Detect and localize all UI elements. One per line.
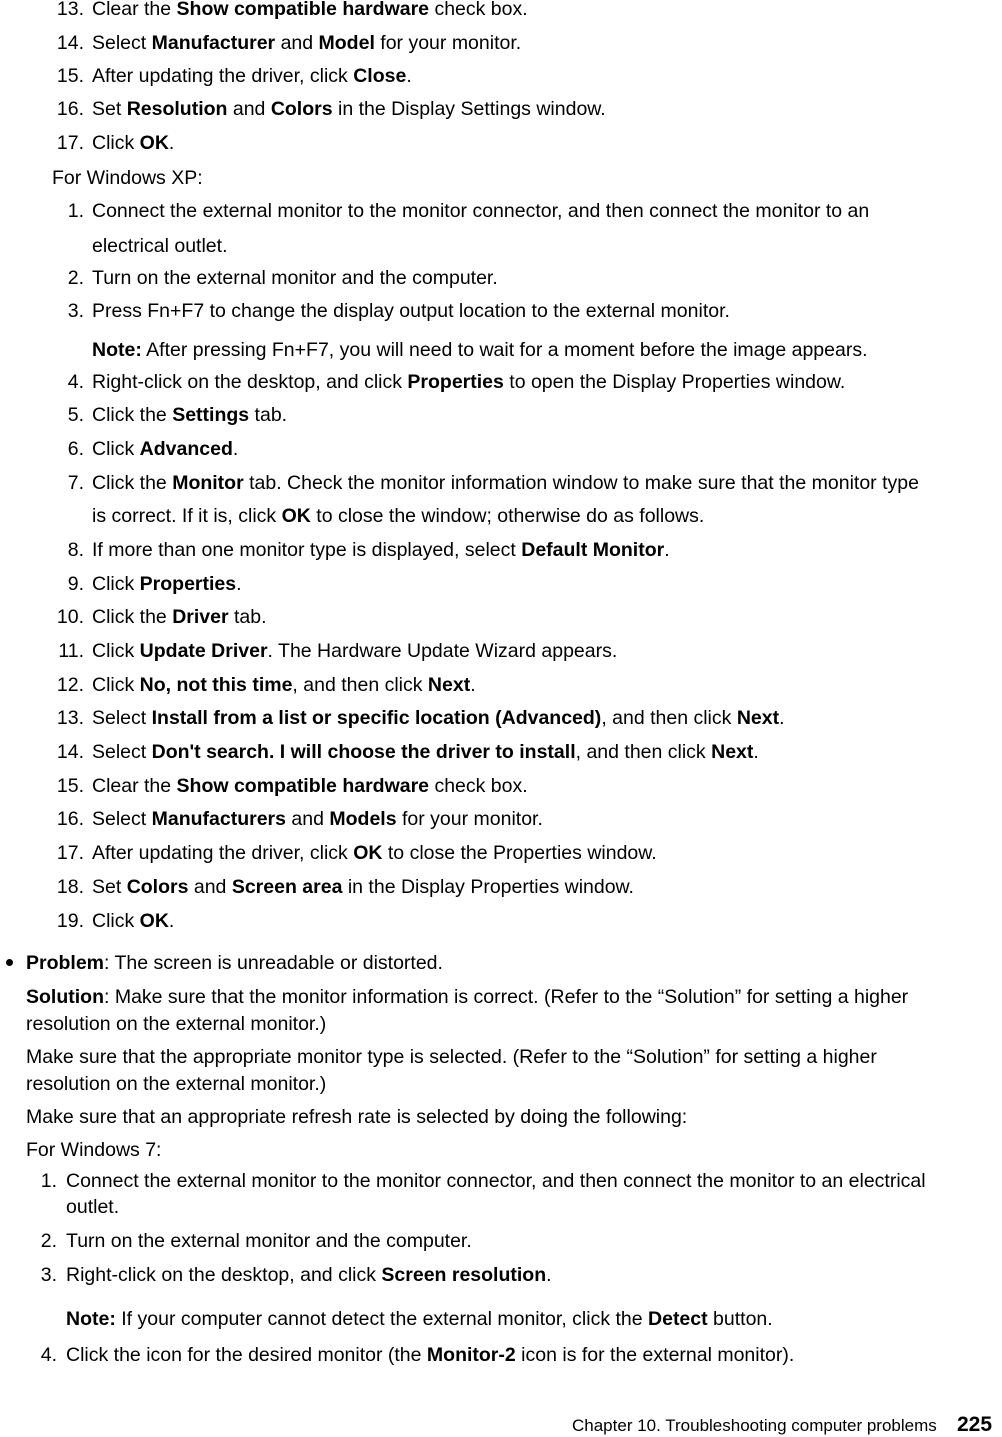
step-text [92, 65, 412, 87]
text-run: Connect the external monitor to the monitor connector, and then connect the monitor to an [92, 200, 870, 222]
step-number: 15. [56, 65, 84, 87]
step-text [92, 132, 174, 154]
step-number: 18. [56, 876, 84, 898]
bold-term: OK [139, 132, 169, 154]
text-run: Click [92, 640, 140, 662]
bold-term: Close [353, 65, 407, 87]
text-run: in the Display Settings window. [332, 98, 606, 120]
bold-term: Default Monitor [521, 539, 665, 561]
step-number: 4. [67, 371, 84, 393]
step-text [92, 98, 606, 120]
text-run: Select [92, 741, 152, 763]
step-text [92, 32, 521, 54]
text-run: and [227, 98, 271, 120]
bold-term: Note: [92, 339, 142, 361]
step-text [92, 775, 528, 797]
text-run: For Windows 7: [26, 1139, 162, 1161]
text-run: for your monitor. [396, 808, 543, 830]
step-number: 2. [67, 267, 84, 289]
text-run: , and then click [601, 707, 737, 729]
bold-term: Model [318, 32, 375, 54]
step-text [92, 606, 267, 628]
step-number: 12. [56, 674, 84, 696]
step-number: 4. [40, 1344, 57, 1366]
text-run: resolution on the external monitor.) [26, 1073, 327, 1095]
text-run: Turn on the external monitor and the computer. [92, 267, 498, 289]
step-text [92, 438, 238, 460]
text-run: , and then click [292, 674, 428, 696]
bold-term: Show compatible hardware [176, 775, 430, 797]
bold-term: Update Driver [139, 640, 268, 662]
text-run: After updating the driver, click [92, 842, 354, 864]
bold-term: Show compatible hardware [176, 0, 430, 20]
text-run: electrical outlet. [92, 235, 228, 257]
step-text [92, 300, 730, 322]
text-run: . [168, 132, 175, 154]
step-number: 3. [67, 300, 84, 322]
step-text [92, 404, 287, 426]
solution-paragraph-continued [26, 1073, 326, 1095]
text-run: Click the [92, 472, 173, 494]
text-run: . [232, 438, 239, 460]
text-run: Click the [92, 606, 173, 628]
step-number: 16. [56, 98, 84, 120]
step-text [92, 200, 869, 222]
step-text [92, 0, 528, 20]
footer-chapter-title: Chapter 10. Troubleshooting computer problems [572, 1416, 937, 1435]
bold-term: Solution [26, 986, 104, 1008]
step-number: 13. [56, 0, 84, 20]
bold-term: Next [711, 741, 754, 763]
text-run: for your monitor. [374, 32, 522, 54]
text-run: Turn on the external monitor and the computer. [66, 1230, 472, 1252]
problem-text: : The screen is unreadable or distorted. [104, 952, 443, 974]
step-text [92, 573, 242, 595]
bold-term: OK [281, 505, 311, 527]
step-text [92, 876, 634, 898]
text-run: Click [92, 573, 140, 595]
bold-term: Screen area [231, 876, 343, 898]
step-number: 10. [56, 606, 84, 628]
text-run: Right-click on the desktop, and click [66, 1264, 382, 1286]
step-number: 9. [67, 573, 84, 595]
solution-paragraph [26, 986, 908, 1008]
solution-paragraph [26, 1106, 687, 1128]
step-text [92, 707, 785, 729]
step-text [66, 1264, 552, 1286]
step-text [92, 741, 759, 763]
text-run: Select [92, 32, 152, 54]
bold-term: Properties [407, 371, 504, 393]
text-run: Click [92, 910, 140, 932]
text-run: to close the window; otherwise do as follows. [310, 505, 705, 527]
text-run: . [470, 674, 476, 696]
note-text [66, 1308, 773, 1330]
solution-paragraph-continued [26, 1013, 326, 1035]
solution-paragraph [26, 1139, 161, 1161]
text-run: Clear the [92, 0, 177, 20]
bold-term: Manufacturers [151, 808, 286, 830]
note-text [92, 339, 868, 361]
text-run: . [753, 741, 759, 763]
text-run: tab. Check the monitor information window to make sure that the monitor type [243, 472, 919, 494]
step-text [92, 910, 174, 932]
bold-term: Detect [648, 1308, 708, 1330]
text-run: After pressing Fn+F7, you will need to wait for a moment before the image appears. [141, 339, 868, 361]
text-run: . [168, 910, 175, 932]
step-text [92, 472, 919, 494]
bold-term: OK [353, 842, 383, 864]
step-number: 13. [56, 707, 84, 729]
text-run: Click [92, 132, 140, 154]
step-number: 5. [67, 404, 84, 426]
text-run: tab. [228, 606, 267, 628]
step-text [66, 1344, 794, 1366]
text-run: Set [92, 98, 127, 120]
step-text [92, 808, 543, 830]
text-run: button. [707, 1308, 773, 1330]
step-text [92, 539, 670, 561]
text-run: Make sure that the appropriate monitor type is selected. (Refer to the “Solution” for setting a higher [26, 1046, 877, 1068]
text-run: : Make sure that the monitor information is correct. (Refer to the “Solution” for setting a higher [103, 986, 909, 1008]
bold-term: Advanced [139, 438, 233, 460]
step-number: 16. [56, 808, 84, 830]
bold-term: Colors [126, 876, 189, 898]
bold-term: Driver [172, 606, 229, 628]
step-number: 19. [56, 910, 84, 932]
text-run: and [188, 876, 232, 898]
bold-term: Note: [66, 1308, 116, 1330]
bold-term: No, not this time [139, 674, 293, 696]
step-number: 15. [56, 775, 84, 797]
text-run: in the Display Properties window. [342, 876, 634, 898]
text-run: Click [92, 438, 140, 460]
step-number: 1. [40, 1170, 57, 1192]
bold-term: Monitor-2 [426, 1344, 516, 1366]
text-run: Clear the [92, 775, 177, 797]
section-heading-windows-xp: For Windows XP: [52, 167, 203, 189]
bold-term: Properties [139, 573, 237, 595]
text-run: Select [92, 808, 152, 830]
bold-term: Resolution [126, 98, 228, 120]
text-run: and [275, 32, 319, 54]
bold-term: Models [329, 808, 397, 830]
bold-term: Colors [270, 98, 333, 120]
step-number: 2. [40, 1230, 57, 1252]
step-number: 3. [40, 1264, 57, 1286]
text-run: is correct. If it is, click [92, 505, 282, 527]
step-text [92, 267, 498, 289]
text-run: . [546, 1264, 552, 1286]
step-number: 7. [67, 472, 84, 494]
text-run: . [406, 65, 412, 87]
text-run: After updating the driver, click [92, 65, 354, 87]
text-run: If more than one monitor type is displayed, select [92, 539, 522, 561]
step-text [92, 842, 657, 864]
text-run: check box. [429, 0, 528, 20]
step-text [92, 371, 845, 393]
bold-term: Don't search. I will choose the driver to install [151, 741, 576, 763]
text-run: check box. [429, 775, 528, 797]
text-run: resolution on the external monitor.) [26, 1013, 327, 1035]
step-number: 17. [56, 132, 84, 154]
step-text [92, 674, 476, 696]
step-number: 8. [67, 539, 84, 561]
problem-bullet [6, 959, 13, 966]
bold-term: Install from a list or specific location (Advanced) [151, 707, 602, 729]
step-text-continued [66, 1196, 119, 1218]
step-number: 17. [56, 842, 84, 864]
bold-term: Next [427, 674, 471, 696]
step-number: 11. [58, 640, 84, 662]
text-run: . [779, 707, 785, 729]
step-number: 14. [56, 32, 84, 54]
text-run: Connect the external monitor to the monitor connector, and then connect the monitor to an electrical [66, 1170, 926, 1192]
bold-term: Manufacturer [151, 32, 276, 54]
text-run: Click the [92, 404, 173, 426]
bold-term: Settings [172, 404, 250, 426]
step-text-continued [92, 235, 227, 257]
text-run: Right-click on the desktop, and click [92, 371, 408, 393]
text-run: icon is for the external monitor). [515, 1344, 795, 1366]
text-run: , and then click [575, 741, 712, 763]
step-text [66, 1230, 472, 1252]
footer-page-number: 225 [957, 1413, 993, 1436]
text-run: Press Fn+F7 to change the display output location to the external monitor. [92, 300, 730, 322]
bold-term: Screen resolution [381, 1264, 547, 1286]
text-run: . The Hardware Update Wizard appears. [267, 640, 618, 662]
text-run: . [236, 573, 242, 595]
text-run: Select [92, 707, 152, 729]
text-run: Click [92, 674, 140, 696]
step-number: 14. [56, 741, 84, 763]
step-number: 6. [67, 438, 84, 460]
step-text [92, 640, 617, 662]
text-run: Set [92, 876, 127, 898]
step-number: 1. [67, 200, 84, 222]
bold-term: Monitor [172, 472, 244, 494]
solution-paragraph [26, 1046, 877, 1068]
step-text [66, 1170, 926, 1192]
text-run: outlet. [66, 1196, 120, 1218]
text-run: and [286, 808, 330, 830]
bold-term: Next [736, 707, 780, 729]
problem-label: Problem [26, 952, 105, 974]
text-run: tab. [249, 404, 288, 426]
step-text-continued [92, 505, 704, 527]
text-run: . [664, 539, 670, 561]
problem-statement [26, 952, 443, 974]
text-run: Click the icon for the desired monitor (the [66, 1344, 427, 1366]
text-run: to open the Display Properties window. [503, 371, 846, 393]
text-run: If your computer cannot detect the external monitor, click the [115, 1308, 649, 1330]
text-run: to close the Properties window. [382, 842, 657, 864]
text-run: Make sure that an appropriate refresh rate is selected by doing the following: [26, 1106, 688, 1128]
bold-term: OK [139, 910, 169, 932]
